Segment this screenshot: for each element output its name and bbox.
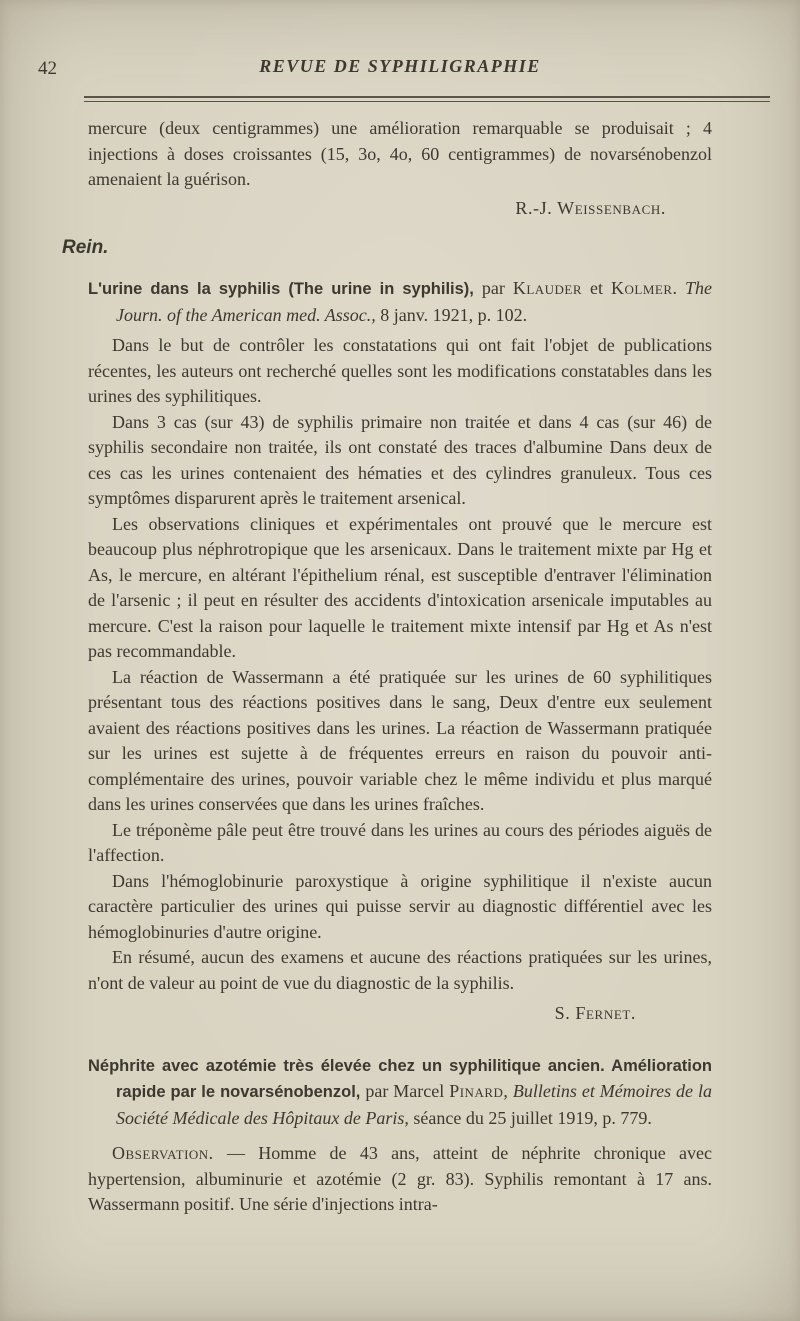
observation-text: — Homme de 43 ans, atteint de néphrite chronique avec hypertension, albuminurie et azotémie (2 gr. 83). Syphilis remontant à 17 ans. Wassermann positif. Une série d'injections intra- (88, 1143, 712, 1214)
punctuation: , (503, 1081, 513, 1101)
article-title: L'urine dans la syphilis (The urine in syphilis), (88, 280, 474, 298)
article-heading (88, 276, 712, 328)
author-signature: R.-J. Weissenbach. (515, 197, 666, 218)
paragraph: Dans 3 cas (sur 43) de syphilis primaire non traitée et dans 4 cas (sur 46) de syphilis secondaire non traitée, ils ont constaté des traces d'albumine Dans deux de ces cas les urines contenaient des hématies et des cylindres granuleux. Tous ces symptômes disparurent après le traitement arsenical. (88, 411, 712, 508)
punctuation: . (672, 278, 685, 298)
article-byline: par (473, 278, 513, 298)
article-heading (88, 1053, 712, 1132)
observation-paragraph (88, 1141, 712, 1218)
journal-reference: Bulletins et Mémoires de la Société Médicale des Hôpitaux de Paris, (116, 1081, 713, 1128)
reference-details: séance du 25 juillet 1919, p. 779. (408, 1107, 652, 1128)
journal-title: REVUE DE SYPHILIGRAPHIE (259, 56, 541, 76)
article-title: Néphrite avec azotémie très élevée chez un syphilitique ancien. Amélioration rapide par le novarsénobenzol, (88, 1056, 712, 1101)
header-rule (84, 96, 770, 102)
page-body (62, 116, 713, 1218)
paragraph: Dans l'hémoglobinurie paroxystique à origine syphilitique il n'existe aucun caractère particulier des urines qui puisse servir au diagnostic différentiel avec les hémoglobinuries d'autre origine. (88, 870, 712, 942)
page-number: 42 (38, 58, 57, 79)
paragraph: En résumé, aucun des examens et aucune des réactions pratiquées sur les urines, n'ont de valeur au point de vue du diagnostic de la syphilis. (88, 947, 712, 993)
author-signature: S. Fernet. (554, 1003, 636, 1023)
journal-reference: The Journ. of the American med. Assoc., (116, 278, 712, 325)
page-header (38, 56, 712, 84)
paragraph: Les observations cliniques et expérimentales ont prouvé que le mercure est beaucoup plus néphrotropique que les arsenicaux. Dans le traitement mixte par Hg et As, le mercure, en altérant l'épithelium rénal, est susceptible d'entraver l'élimination de l'arsenic ; il peut en résulter des accidents d'intoxication arsenicale imputables au mercure. C'est la raison pour laquelle le traitement mixte intensif par Hg et As n'est pas recommandable. (88, 513, 712, 661)
paragraph: La réaction de Wassermann a été pratiquée sur les urines de 60 syphilitiques présentant tous des réactions positives dans le sang, Deux d'entre eux seulement avaient des réactions positives dans les urines. La réaction de Wassermann pratiquée sur les urines est sujette à de fréquentes erreurs en raison du pouvoir anti-complémentaire des urines, pouvoir variable chez le même individu et plus marqué dans les urines conservées que dans les urines fraîches. (88, 666, 712, 814)
article-byline: par Marcel (360, 1081, 450, 1101)
observation-label: Observation. (112, 1143, 214, 1163)
author-name: Klauder (512, 278, 583, 298)
paragraph: Le tréponème pâle peut être trouvé dans les urines au cours des périodes aiguës de l'affection. (88, 819, 712, 865)
intro-paragraph: mercure (deux centigrammes) une amélioration remarquable se produisait ; 4 injections à doses croissantes (15, 3o, 4o, 60 centigrammes) de novarsénobenzol amenaient la guérison. (88, 118, 712, 189)
reference-details: 8 janv. 1921, p. 102. (375, 304, 528, 325)
paragraph: Dans le but de contrôler les constatations qui ont fait l'objet de publications récentes, les auteurs ont recherché quelles sont les modifications constatables dans les urines des syphilitiques. (88, 335, 712, 406)
author-name: Kolmer (611, 278, 673, 298)
author-name: Pinard (449, 1081, 504, 1101)
section-heading: Rein. (62, 237, 109, 258)
author-separator: et (582, 278, 612, 298)
